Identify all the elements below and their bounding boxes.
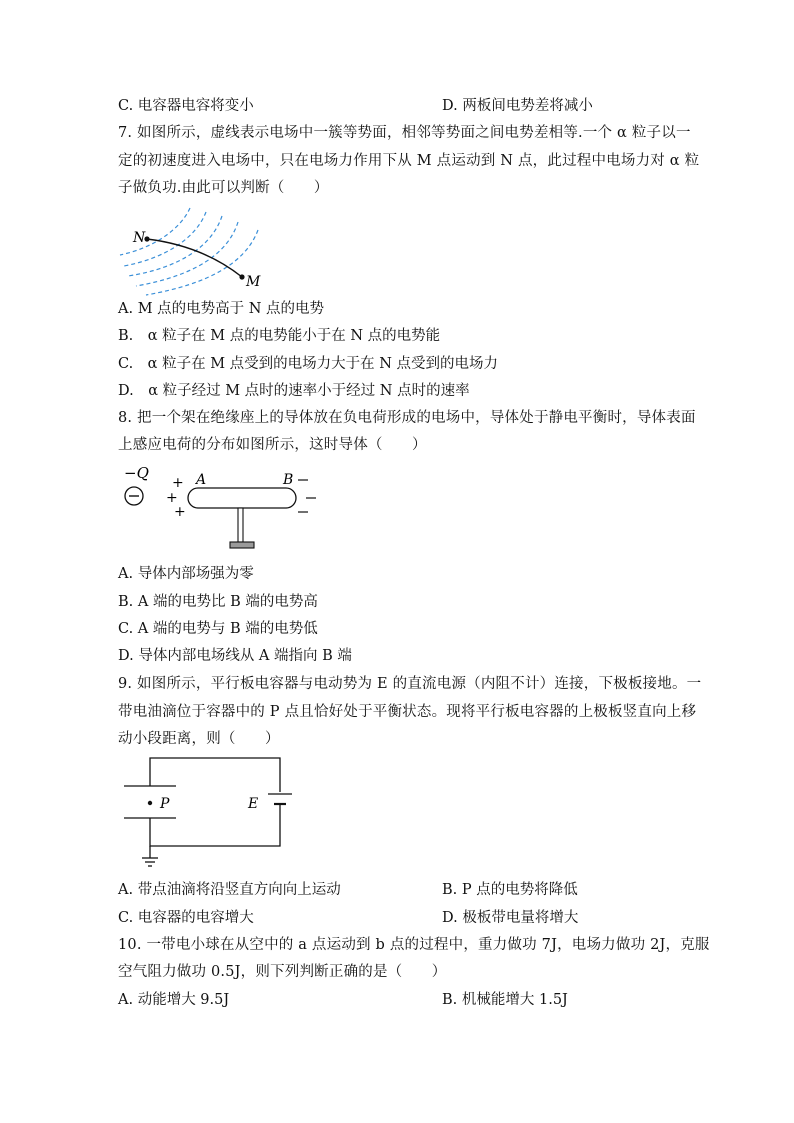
q9-option-d[interactable]: D. 极板带电量将增大 [442,910,579,926]
q8-stem-line1: 8. 把一个架在绝缘座上的导体放在负电荷形成的电场中，导体处于静电平衡时，导体表面 [118,410,696,426]
q6-option-c[interactable]: C. 电容器电容将变小 [118,98,254,114]
q8-charge-label: −Q [124,464,149,482]
q9-stem-line3: 动小段距离，则（ ） [118,731,280,747]
q8-label-a: A [196,472,207,488]
q9-label-e: E [248,796,259,812]
q9-stem-line1: 9. 如图所示，平行板电容器与电动势为 E 的直流电源（内阻不计）连接，下极板接地。一 [118,676,702,692]
q8-option-a[interactable]: A. 导体内部场强为零 [118,566,254,582]
q8-plus-mid: + [166,490,178,506]
q7-stem-line1: 7. 如图所示，虚线表示电场中一簇等势面，相邻等势面之间电势差相等.一个 α 粒子以一 [118,125,691,141]
q7-label-m: M [246,274,261,290]
q8-conductor-figure [118,460,328,555]
q8-label-b: B [283,472,294,488]
q7-equipotential-figure [118,200,278,295]
q6-option-d[interactable]: D. 两板间电势差将减小 [442,98,593,114]
q10-option-a[interactable]: A. 动能增大 9.5J [118,992,230,1008]
q10-stem-line2: 空气阻力做功 0.5J，则下列判断正确的是（ ） [118,964,447,980]
q8-option-c[interactable]: C. A 端的电势与 B 端的电势低 [118,621,318,637]
q9-option-b[interactable]: B. P 点的电势将降低 [442,882,578,898]
q7-stem-line3: 子做负功.由此可以判断（ ） [118,180,329,196]
q9-capacitor-circuit [118,754,298,874]
q7-option-a[interactable]: A. M 点的电势高于 N 点的电势 [118,301,325,317]
q9-stem-line2: 带电油滴位于容器中的 P 点且恰好处于平衡状态。现将平行板电容器的上极板竖直向上移 [118,704,697,720]
q9-label-p: P [160,796,170,812]
q10-stem-line1: 10. 一带电小球在从空中的 a 点运动到 b 点的过程中，重力做功 7J，电场力做功 2J，克服 [118,937,710,953]
q7-option-c[interactable]: C. α 粒子在 M 点受到的电场力大于在 N 点受到的电场力 [118,356,499,372]
q8-plus-top: + [172,475,184,491]
q8-option-b[interactable]: B. A 端的电势比 B 端的电势高 [118,594,318,610]
q7-option-b[interactable]: B. α 粒子在 M 点的电势能小于在 N 点的电势能 [118,328,441,344]
q7-option-d[interactable]: D. α 粒子经过 M 点时的速率小于经过 N 点时的速率 [118,383,470,399]
q7-stem-line2: 定的初速度进入电场中，只在电场力作用下从 M 点运动到 N 点，此过程中电场力对 α 粒 [118,153,700,169]
q8-plus-bottom: + [174,504,186,520]
q8-option-d[interactable]: D. 导体内部电场线从 A 端指向 B 端 [118,648,352,664]
q9-option-c[interactable]: C. 电容器的电容增大 [118,910,254,926]
q9-option-a[interactable]: A. 带点油滴将沿竖直方向向上运动 [118,882,341,898]
q7-label-n: N [133,230,146,246]
q10-option-b[interactable]: B. 机械能增大 1.5J [442,992,568,1008]
q8-stem-line2: 上感应电荷的分布如图所示，这时导体（ ） [118,437,427,453]
